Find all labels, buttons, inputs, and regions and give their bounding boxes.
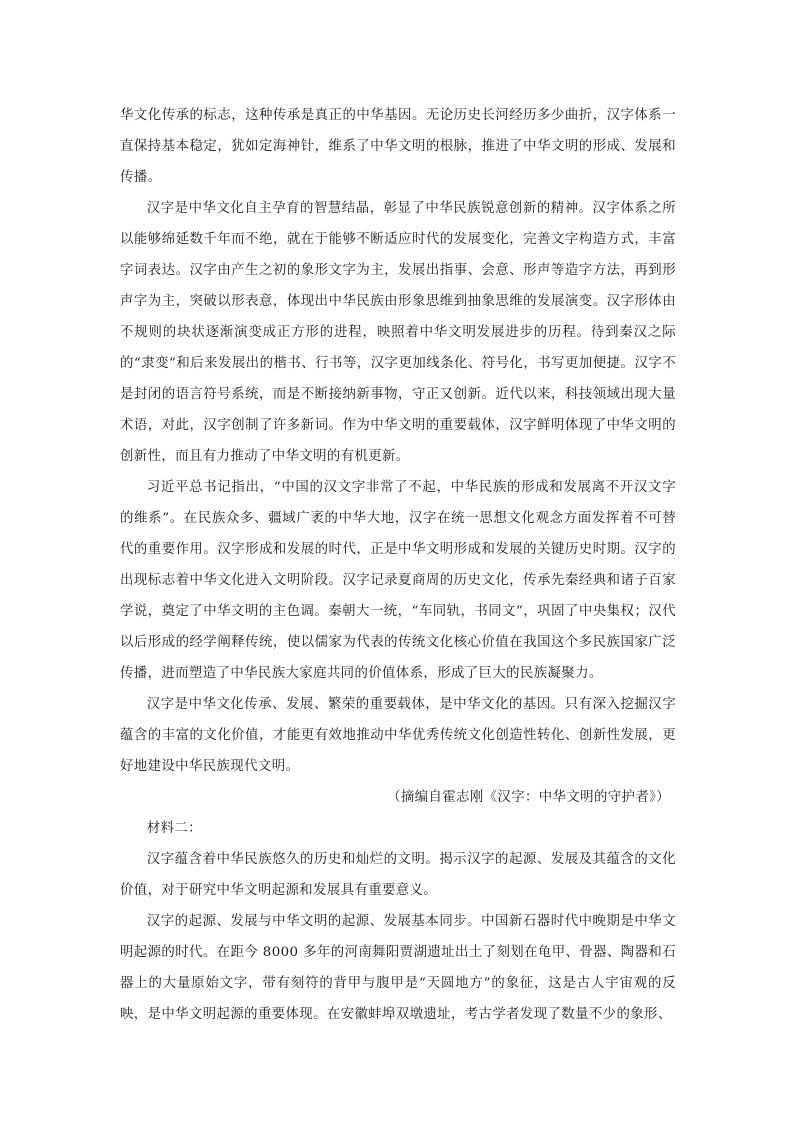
source-citation: （摘编自霍志刚《汉字：中华文明的守护者》） — [387, 790, 670, 805]
paragraph: 习近平总书记指出，“中国的汉文字非常了不起，中华民族的形成和发展离不开汉文字的维系”。在民族众多、疆域广袤的中华大地，汉字在统一思想文化观念方面发挥着不可替代的重要作用。汉字形成和发展的时代，正是中华文明形成和发展的关键历史时期。汉字的出现标志着中华文化进入文明阶段。汉字记录夏商周的历史文化，传承先秦经典和诸子百家学说，奠定了中华文明的主色调。秦朝大一统，“车同轨，书同文”，巩固了中央集权；汉代以后形成的经学阐释传统，使以儒家为代表的传统文化核心价值在我国这个多民族国家广泛传播，进而塑造了中华民族大家庭共同的价值体系，形成了巨大的民族凝聚力。 — [120, 480, 676, 681]
material-label: 材料二： — [146, 821, 202, 836]
paragraph: 汉字是中华文化自主孕育的智慧结晶，彰显了中华民族锐意创新的精神。汉字体系之所以能够绵延数千年而不绝，就在于能够不断适应时代的发展变化，完善文字构造方式，丰富字词表达。汉字由产生之初的象形文字为主，发展出指事、会意、形声等造字方法，再到形声字为主，突破以形表意，体现出中华民族由形象思维到抽象思维的发展演变。汉字形体由不规则的块状逐渐演变成正方形的进程，映照着中华文明发展进步的历程。待到秦汉之际的“隶变”和后来发展出的楷书、行书等，汉字更加线条化、符号化，书写更加便捷。汉字不是封闭的语言符号系统，而是不断接纳新事物，守正又创新。近代以来，科技领域出现大量术语，对此，汉字创制了许多新词。作为中华文明的重要载体，汉字鲜明体现了中华文明的创新性，而且有力推动了中华文明的有机更新。 — [120, 201, 676, 464]
paragraph: 汉字是中华文化传承、发展、繁荣的重要载体，是中华文化的基因。只有深入挖掘汉字蕴含的丰富的文化价值，才能更有效地推动中华优秀传统文化创造性转化、创新性发展，更好地建设中华民族现代文明。 — [120, 697, 676, 774]
document-body — [120, 100, 676, 1030]
paragraph: 汉字蕴含着中华民族悠久的历史和灿烂的文明。揭示汉字的起源、发展及其蕴含的文化价值，对于研究中华文明起源和发展具有重要意义。 — [120, 852, 676, 898]
paragraph-continuation: 华文化传承的标志，这种传承是真正的中华基因。无论历史长河经历多少曲折，汉字体系一直保持基本稳定，犹如定海神针，维系了中华文明的根脉，推进了中华文明的形成、发展和传播。 — [120, 108, 676, 185]
paragraph: 汉字的起源、发展与中华文明的起源、发展基本同步。中国新石器时代中晚期是中华文明起源的时代。在距今 8000 多年的河南舞阳贾湖遗址出土了刻划在龟甲、骨器、陶器和石器上的大量原始文字，带有刻符的背甲与腹甲是“天圆地方”的象征，这是古人宇宙观的反映，是中华文明起源的重要体现。在安徽蚌埠双墩遗址，考古学者发现了数量不少的象形、 — [120, 914, 676, 1022]
